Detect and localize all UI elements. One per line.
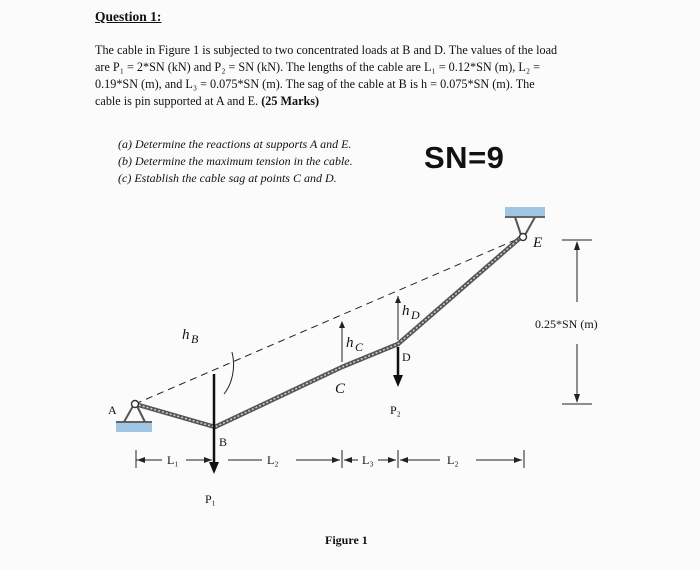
- task-a: (a) Determine the reactions at supports A and E.: [118, 137, 352, 151]
- chord-line: [135, 238, 520, 404]
- pin-a: [132, 401, 139, 408]
- support-a-ground: [116, 423, 152, 432]
- sn-value-note: SN=9: [424, 140, 505, 175]
- support-e-ceiling: [505, 207, 545, 216]
- label-hd-sub: D: [411, 308, 420, 322]
- label-a: A: [108, 403, 117, 417]
- label-hb-main: h: [182, 327, 190, 343]
- label-l2-left: L₂: [267, 453, 279, 467]
- label-b: B: [219, 435, 228, 449]
- sag-d-indicator: [395, 296, 401, 340]
- label-hc-sub: C: [355, 340, 364, 354]
- sag-b-indicator: [224, 352, 234, 394]
- label-hc-main: h: [346, 335, 354, 351]
- label-l3: L₃: [362, 453, 374, 467]
- length-dimensions: [136, 450, 524, 468]
- marks-label: (25 Marks): [261, 94, 320, 108]
- label-p2: P₂: [390, 403, 401, 417]
- label-p1: P₁: [205, 492, 216, 506]
- figure-caption: Figure 1: [325, 533, 368, 547]
- pin-e: [520, 234, 527, 241]
- label-c: C: [335, 381, 346, 397]
- statement-line-1: The cable in Figure 1 is subjected to two concentrated loads at B and D. The values of the load: [95, 43, 558, 57]
- label-hd-main: h: [402, 303, 410, 319]
- label-height: 0.25*SN (m): [535, 317, 598, 331]
- statement-line-4-text: cable is pin supported at A and E.: [95, 94, 262, 108]
- label-hb-sub: B: [191, 332, 199, 346]
- statement-line-2: are P₁ = 2*SN (kN) and P₂ = SN (kN). The lengths of the cable are L₁ = 0.12*SN (m), L₂ =: [95, 60, 541, 74]
- label-l2-right: L₂: [447, 453, 459, 467]
- label-e: E: [533, 235, 543, 251]
- task-c: (c) Establish the cable sag at points C and D.: [118, 171, 337, 185]
- label-hc: [346, 335, 364, 354]
- sag-c-indicator: [339, 321, 345, 362]
- label-hd: [402, 303, 420, 322]
- label-l1: L₁: [167, 453, 179, 467]
- statement-line-3: 0.19*SN (m), and L₃ = 0.075*SN (m). The sag of the cable at B is h = 0.075*SN (m). The: [95, 77, 535, 91]
- question-title: Question 1:: [95, 9, 162, 24]
- label-d: D: [402, 350, 411, 364]
- task-b: (b) Determine the maximum tension in the cable.: [118, 154, 353, 168]
- label-hb: [182, 327, 199, 346]
